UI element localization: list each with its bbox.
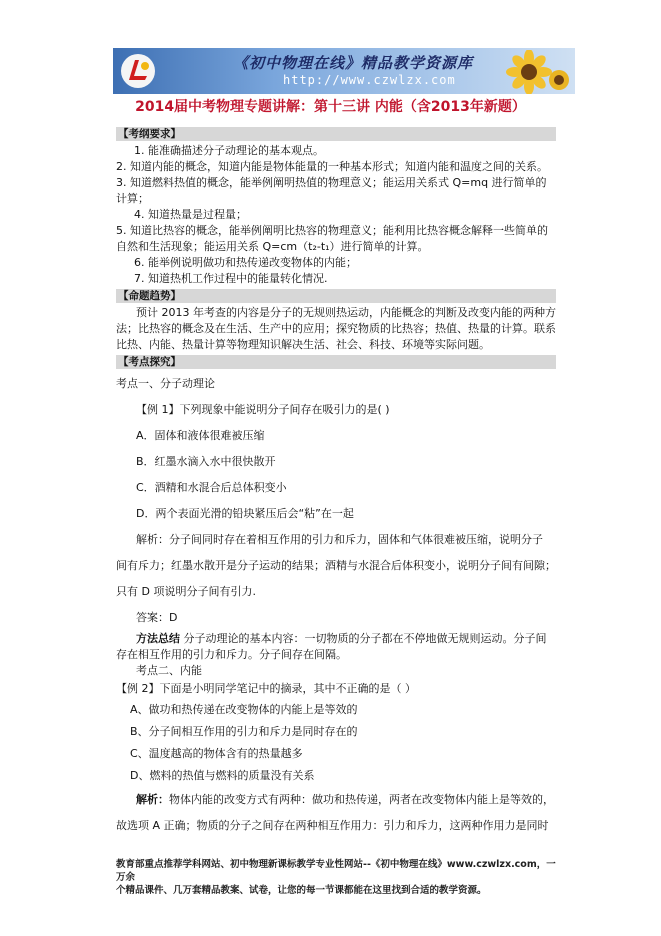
analysis-line: 只有 D 项说明分子间有引力. (116, 585, 256, 598)
requirement-item: 2. 知道内能的概念，知道内能是物体能量的一种基本形式；知道内能和温度之间的关系。 (116, 160, 548, 173)
analysis-text: 物体内能的改变方式有两种：做功和热传递，两者在改变物体内能上是等效的， (169, 793, 554, 806)
example-question: 【例 1】下列现象中能说明分子间存在吸引力的是( ) (136, 403, 390, 416)
trend-text: 预计 2013 年考查的内容是分子的无规则热运动，内能概念的判断及改变内能的两种方法；比热容的概念及在生活、生产中的应用；探究物质的比热容；热值、热量的计算。联系比热、内能、热量计算等物理知识解决生活、社会、科技、环境等实际问题。 (116, 306, 556, 351)
requirement-item: 1. 能准确描述分子动理论的基本观点。 (134, 144, 324, 157)
site-logo-icon (119, 52, 157, 90)
header-banner (113, 48, 575, 94)
site-url: http://www.czwlzx.com (283, 73, 456, 87)
option-d: D、燃料的热值与燃料的质量没有关系 (130, 769, 315, 782)
requirement-item: 3. 知道燃料热值的概念，能举例阐明热值的物理意义；能运用关系式 Q=mq 进行简单的计算； (116, 176, 547, 205)
section-header-trend: 【命题趋势】 (116, 289, 556, 303)
option-a: A．固体和液体很难被压缩 (136, 429, 265, 442)
analysis-line: 解析：分子间同时存在着相互作用的引力和斥力，固体和气体很难被压缩，说明分子 (136, 533, 543, 546)
option-c: C．酒精和水混合后总体积变小 (136, 481, 287, 494)
example-question: 【例 2】下面是小明同学笔记中的摘录，其中不正确的是（ ） (116, 682, 416, 695)
page-footer (116, 858, 556, 897)
sunflower-icon (499, 50, 569, 94)
site-name: 《初中物理在线》精品教学资源库 (233, 54, 474, 72)
point-title: 考点一、分子动理论 (116, 377, 215, 390)
requirement-item: 7. 知道热机工作过程中的能量转化情况. (134, 272, 328, 285)
option-c: C、温度越高的物体含有的热量越多 (130, 747, 303, 760)
analysis-label: 解析： (136, 793, 169, 806)
option-b: B．红墨水滴入水中很快散开 (136, 455, 276, 468)
option-d: D．两个表面光滑的铅块紧压后会“粘”在一起 (136, 507, 354, 520)
method-summary (116, 631, 556, 663)
analysis-line: 故选项 A 正确；物质的分子之间存在两种相互作用力：引力和斥力，这两种作用力是同时 (116, 819, 549, 832)
section-header-explore: 【考点探究】 (116, 355, 556, 369)
point-title: 考点二、内能 (136, 664, 202, 677)
footer-line: 教育部重点推荐学科网站、初中物理新课标教学专业性网站--《初中物理在线》www.czwlzx.com，一万余 (116, 859, 556, 883)
page-title: 2014届中考物理专题讲解：第十三讲 内能（含2013年新题） (135, 99, 526, 115)
method-label: 方法总结 (136, 632, 180, 645)
method-text: 分子动理论的基本内容：一切物质的分子都在不停地做无规则运动。分子间存在相互作用的引力和斥力。分子间存在间隔。 (116, 632, 547, 661)
requirement-item: 5. 知道比热容的概念，能举例阐明比热容的物理意义；能利用比热容概念解释一些简单的自然和生活现象；能运用关系 Q=cm（t₂-t₁）进行简单的计算。 (116, 224, 548, 253)
option-a: A、做功和热传递在改变物体的内能上是等效的 (130, 703, 358, 716)
analysis-line: 间有斥力；红墨水散开是分子运动的结果；酒精与水混合后体积变小，说明分子间有间隙； (116, 559, 556, 572)
requirement-item: 6. 能举例说明做功和热传递改变物体的内能； (134, 256, 357, 269)
requirement-item: 4. 知道热量是过程量； (134, 208, 247, 221)
section-header-requirements: 【考纲要求】 (116, 127, 556, 141)
footer-line: 个精品课件、几万套精品教案、试卷，让您的每一节课都能在这里找到合适的教学资源。 (116, 885, 487, 896)
analysis-line (116, 787, 556, 813)
option-b: B、分子间相互作用的引力和斥力是同时存在的 (130, 725, 358, 738)
answer: 答案：D (136, 611, 178, 624)
document-body (116, 125, 556, 839)
